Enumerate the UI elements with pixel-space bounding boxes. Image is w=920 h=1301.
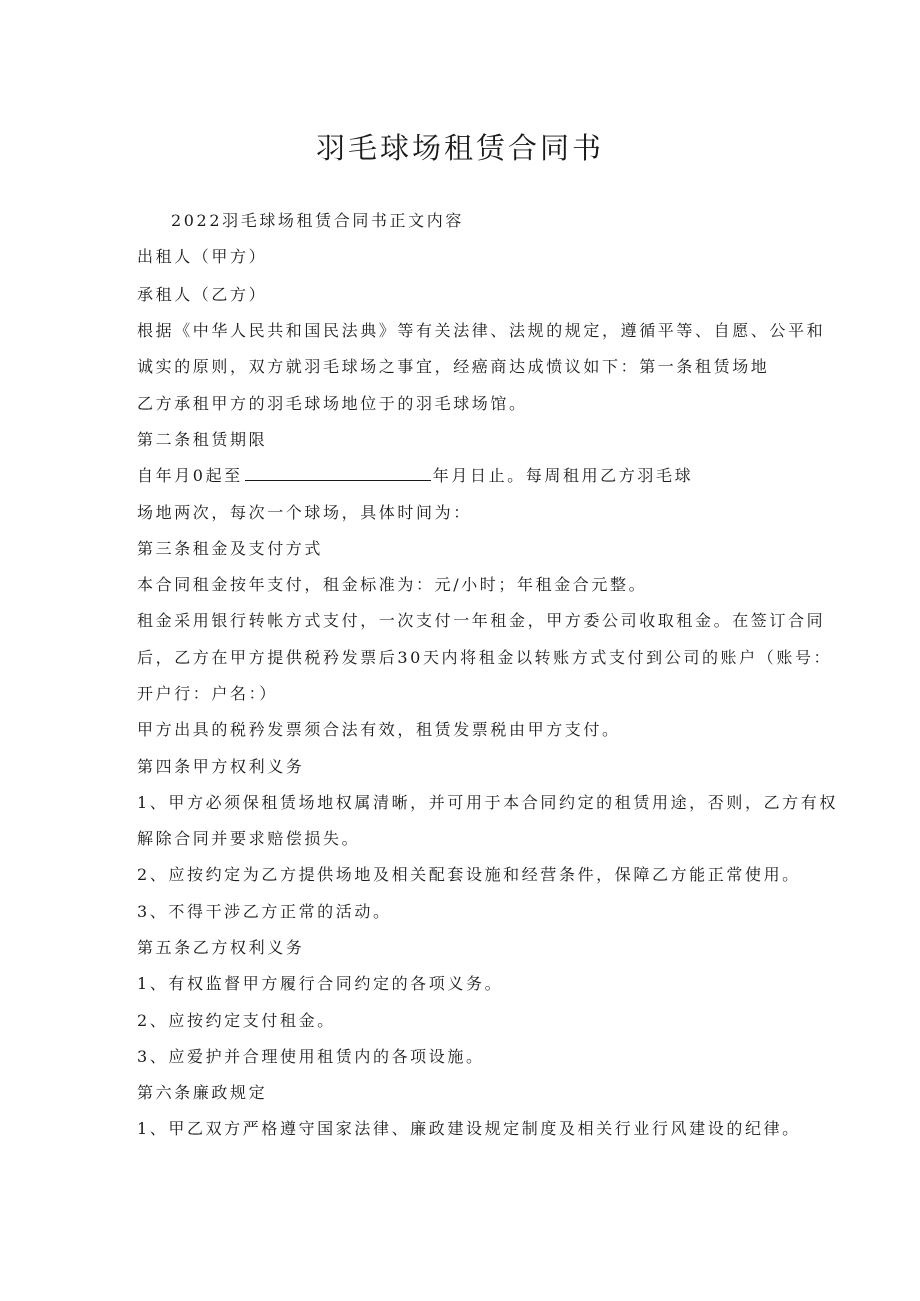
section-heading: 第五条乙方权利义务 — [137, 938, 305, 957]
paragraph-line: 1、甲乙双方严格遵守国家法律、廉政建设规定制度及相关行业行风建设的纪律。 — [137, 1119, 801, 1138]
paragraph-line: 甲方出具的税矜发票须合法有效，租赁发票税由甲方支付。 — [137, 720, 621, 739]
paragraph-line: 解除合同并要求赔偿损失。 — [137, 829, 361, 848]
paragraph-line: 乙方承租甲方的羽毛球场地位于的羽毛球场馆。 — [137, 394, 528, 413]
paragraph-line: 根据《中华人民共和国民法典》等有关法律、法规的规定，遵循平等、自愿、公平和 — [137, 321, 826, 340]
section-heading: 第六条廉政规定 — [137, 1083, 268, 1102]
paragraph-line: 1、有权监督甲方履行合同约定的各项义务。 — [137, 974, 504, 993]
paragraph-line: 后，乙方在甲方提供税矜发票后30天内将租金以转账方式支付到公司的账户（账号： — [137, 648, 833, 667]
section-heading: 第二条租赁期限 — [137, 430, 268, 449]
paragraph-line: 2、应按约定支付租金。 — [137, 1011, 336, 1030]
document-title: 羽毛球场租赁合同书 — [315, 131, 604, 165]
blank-underline — [245, 465, 431, 481]
section-heading: 第三条租金及支付方式 — [137, 539, 324, 558]
term-start-text: 自年月0起至 — [137, 466, 243, 485]
paragraph-line: 开户行：户名：） — [137, 684, 278, 703]
paragraph-line: 本合同租金按年支付，租金标准为：元/小时；年租金合元整。 — [137, 575, 648, 594]
paragraph-line: 承租人（乙方） — [137, 285, 268, 304]
paragraph-line: 诚实的原则，双方就羽毛球场之事宜，经癌商达成愤议如下：第一条租赁场地 — [137, 357, 770, 376]
section-heading: 第四条甲方权利义务 — [137, 757, 305, 776]
document-subtitle: 2022羽毛球场租赁合同书正文内容 — [171, 211, 464, 230]
term-end-text: 年月日止。每周租用乙方羽毛球 — [432, 466, 694, 485]
paragraph-line: 3、应爱护并合理使用租赁内的各项设施。 — [137, 1047, 485, 1066]
paragraph-line: 租金采用银行转帐方式支付，一次支付一年租金，甲方委公司收取租金。在签订合同 — [137, 611, 826, 630]
paragraph-line: 2、应按约定为乙方提供场地及相关配套设施和经营条件，保障乙方能正常使用。 — [137, 865, 801, 884]
paragraph-line: 3、不得干涉乙方正常的活动。 — [137, 902, 392, 921]
paragraph-line: 出租人（甲方） — [137, 247, 268, 266]
paragraph-line: 场地两次，每次一个球场，具体时间为： — [137, 503, 472, 522]
paragraph-line: 1、甲方必须保租赁场地权属清晰，并可用于本合同约定的租赁用途，否则，乙方有权 — [137, 793, 838, 812]
term-line — [137, 465, 693, 487]
